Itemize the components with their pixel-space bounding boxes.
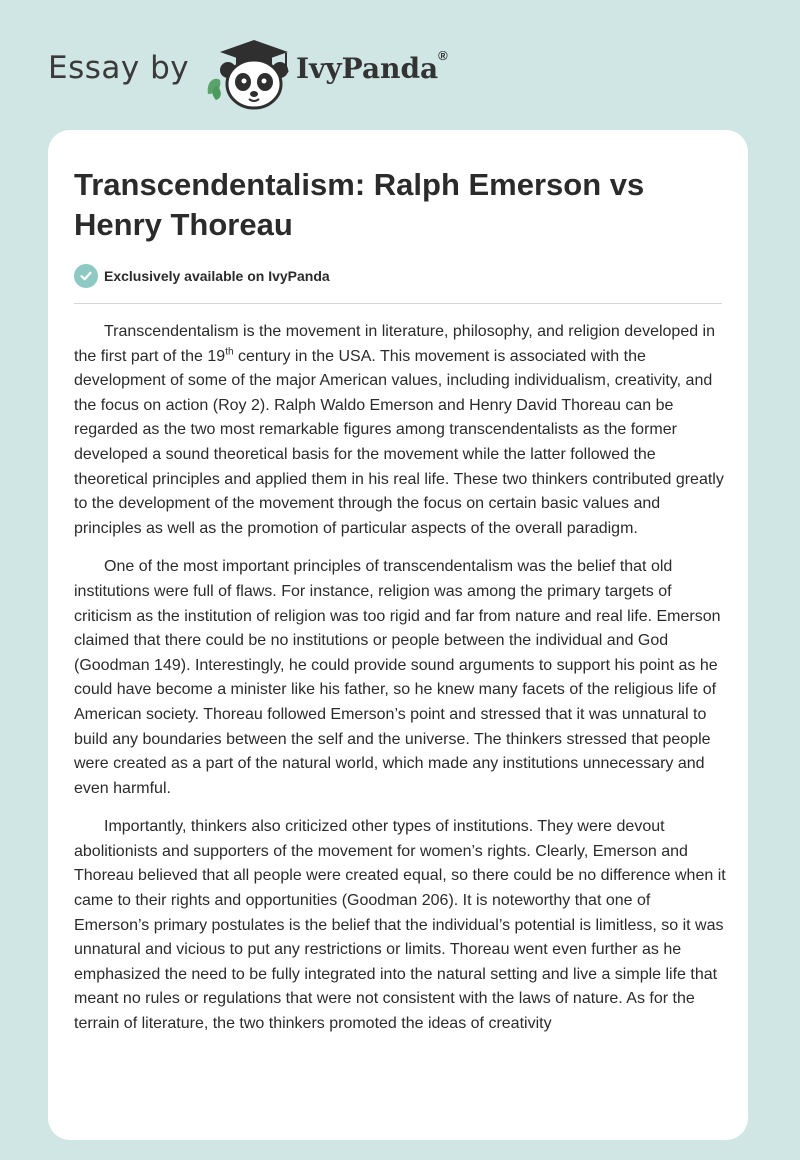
brand-name: IvyPanda <box>296 52 439 85</box>
superscript: th <box>225 346 234 358</box>
paragraph: Importantly, thinkers also criticized other types of institutions. They were devout abolitionists and supporters of the movement for women’s rights. Clearly, Emerson and Thoreau believed that all people were created equal, so there could be no difference when it came to their rights and opportunities (Goodman 206). It is noteworthy that one of Emerson’s primary postulates is the belief that the individual’s potential is limitless, so it was unnatural and vicious to put any restrictions or limits. Thoreau went even further as he emphasized the need to be fully integrated into the natural setting and live a simple life that meant no rules or regulations that were not consistent with the laws of nature. As for the terrain of literature, the two thinkers promoted the ideas of creativity <box>74 818 726 1033</box>
brand-logo[interactable] <box>296 48 448 85</box>
panda-graduate-icon[interactable] <box>200 36 292 110</box>
essay-body <box>74 320 726 1051</box>
paragraph: One of the most important principles of transcendentalism was the belief that old institutions were full of flaws. For instance, religion was among the primary targets of criticism as the institution of religion was too rigid and far from nature and real life. Emerson claimed that there could be no institutions or people between the individual and God (Goodman 149). Interestingly, he could provide sound arguments to support his point as he could have become a minister like his father, so he knew many facets of the religious life of American society. Thoreau followed Emerson’s point and stressed that it was unnatural to build any boundaries between the self and the universe. The thinkers stressed that people were created as a part of the natural world, which made any institutions unnecessary and even harmful. <box>74 558 721 797</box>
essay-card <box>48 130 748 1140</box>
badge-label: Exclusively available on IvyPanda <box>104 268 330 284</box>
exclusive-badge <box>74 263 330 289</box>
paragraph-text: century in the USA. This movement is associated with the development of some of the major American values, including individualism, creativity, and the focus on action (Roy 2). Ralph Waldo Emerson and Henry David Thoreau can be regarded as the two most remarkable figures among transcendentalists as the former developed a sound theoretical basis for the movement while the latter followed the theoretical principles and applied them in his real life. These two thinkers contributed greatly to the development of the movement through the focus on certain basic values and principles as well as the promotion of particular aspects of the overall paradigm. <box>74 347 724 537</box>
check-icon <box>74 264 98 288</box>
divider <box>74 303 722 304</box>
site-header <box>0 0 800 130</box>
page-title: Transcendentalism: Ralph Emerson vs Henry Thoreau <box>74 167 645 242</box>
registered-mark: ® <box>438 48 448 63</box>
paragraph-text: Transcendentalism is the movement in literature, philosophy, and religion developed in the first part of the 19 <box>74 323 716 365</box>
essay-by-label: Essay by <box>48 50 190 86</box>
paragraph <box>74 320 726 541</box>
